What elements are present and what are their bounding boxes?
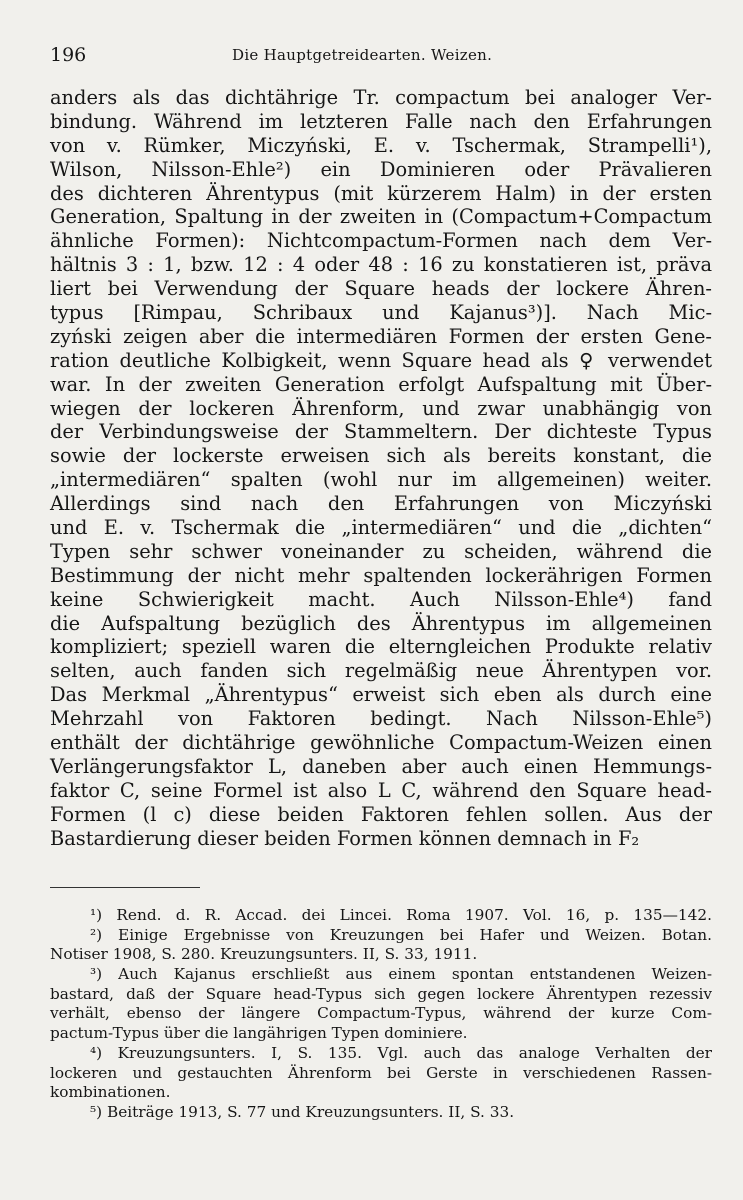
text-line: faktor C, seine Formel ist also L C, während den Square head- [50, 778, 712, 802]
text-line: Typen sehr schwer voneinander zu scheiden, während die [50, 539, 712, 563]
text-line: enthält der dichtährige gewöhnliche Compactum-Weizen einen [50, 731, 712, 755]
text-line: anders als das dichtährige Tr. compactum bei analoger Ver- [50, 86, 712, 109]
text-line: Verlängerungsfaktor L, daneben aber auch einen Hemmungs- [50, 754, 712, 778]
footnote-rule [50, 887, 200, 888]
text-line: war. In der zweiten Generation erfolgt Aufspaltung mit Über- [50, 372, 712, 396]
text-line: Das Merkmal „Ährentypus“ erweist sich eben als durch eine [50, 683, 712, 707]
text-line: hältnis 3 : 1, bzw. 12 : 4 oder 48 : 16 zu konstatieren ist, präva [50, 253, 712, 277]
text-line: typus [Rimpau, Schribaux und Kajanus³)]. Nach Mic- [50, 301, 712, 325]
footnote-line: pactum-Typus über die langährigen Typen dominiere. [50, 1024, 468, 1043]
text-line: liert bei Verwendung der Square heads der lockere Ähren- [50, 277, 712, 301]
footnote-line: ¹) Rend. d. R. Accad. dei Lincei. Roma 1907. Vol. 16, p. 135—142. [90, 906, 712, 924]
text-line: Allerdings sind nach den Erfahrungen von Miczyński [50, 492, 712, 516]
footnote-line: bastard, daß der Square head-Typus sich gegen lockere Ährentypen rezessiv [50, 984, 712, 1003]
text-line: die Aufspaltung bezüglich des Ährentypus im allgemeinen [50, 611, 712, 635]
text-line: ration deutliche Kolbigkeit, wenn Square head als ♀ verwendet [50, 348, 712, 372]
footnote-line: ⁵) Beiträge 1913, S. 77 und Kreuzungsunters. II, S. 33. [90, 1102, 515, 1121]
running-title: Die Hauptgetreidearten. Weizen. [232, 46, 493, 64]
footnote-line: Notiser 1908, S. 280. Kreuzungsunters. II, S. 33, 1911. [50, 945, 478, 964]
text-line: bindung. Während im letzteren Falle nach den Erfahrungen [50, 109, 712, 133]
text-line: Bastardierung dieser beiden Formen können demnach in F₂ [50, 826, 640, 850]
footnote-line: kombinationen. [50, 1083, 171, 1102]
footnote-line: lockeren und gestauchten Ährenform bei Gerste in verschiedenen Rassen- [50, 1063, 712, 1082]
text-line: des dichteren Ährentypus (mit kürzerem Halm) in der ersten [50, 181, 712, 205]
footnote-line: ²) Einige Ergebnisse von Kreuzungen bei Hafer und Weizen. Botan. [90, 925, 712, 944]
text-line: zyński zeigen aber die intermediären Formen der ersten Gene- [50, 324, 712, 348]
page-number: 196 [50, 44, 87, 66]
text-line: von v. Rümker, Miczyński, E. v. Tschermak, Strampelli¹), [50, 133, 712, 157]
text-line: selten, auch fanden sich regelmäßig neue Ährentypen vor. [50, 659, 712, 683]
text-line: sowie der lockerste erweisen sich als bereits konstant, die [50, 444, 712, 468]
text-line: keine Schwierigkeit macht. Auch Nilsson-Ehle⁴) fand [50, 587, 712, 611]
text-line: „intermediären“ spalten (wohl nur im allgemeinen) weiter. [50, 468, 712, 492]
footnotes [50, 906, 712, 1123]
text-line: der Verbindungsweise der Stammeltern. Der dichteste Typus [50, 420, 712, 444]
footnote-line: ⁴) Kreuzungsunters. I, S. 135. Vgl. auch das analoge Verhalten der [90, 1043, 712, 1062]
footnote-line: ³) Auch Kajanus erschließt aus einem spontan entstandenen Weizen- [90, 965, 712, 984]
text-line: und E. v. Tschermak die „intermediären“ und die „dichten“ [50, 516, 712, 540]
text-line: Mehrzahl von Faktoren bedingt. Nach Nilsson-Ehle⁵) [50, 707, 712, 731]
text-line: ähnliche Formen): Nichtcompactum-Formen nach dem Ver- [50, 229, 712, 253]
main-text [50, 86, 712, 851]
text-line: Wilson, Nilsson-Ehle²) ein Dominieren oder Prävalieren [50, 157, 712, 181]
text-line: Bestimmung der nicht mehr spaltenden lockerährigen Formen [50, 563, 712, 587]
page-header [50, 44, 710, 74]
text-line: Generation, Spaltung in der zweiten in (Compactum+Compactum [50, 205, 712, 229]
text-line: kompliziert; speziell waren die elterngleichen Produkte relativ [50, 635, 712, 659]
text-line: wiegen der lockeren Ährenform, und zwar unabhängig von [50, 396, 712, 420]
footnote-line: verhält, ebenso der längere Compactum-Typus, während der kurze Com- [50, 1004, 712, 1023]
text-line: Formen (l c) diese beiden Faktoren fehlen sollen. Aus der [50, 802, 712, 826]
